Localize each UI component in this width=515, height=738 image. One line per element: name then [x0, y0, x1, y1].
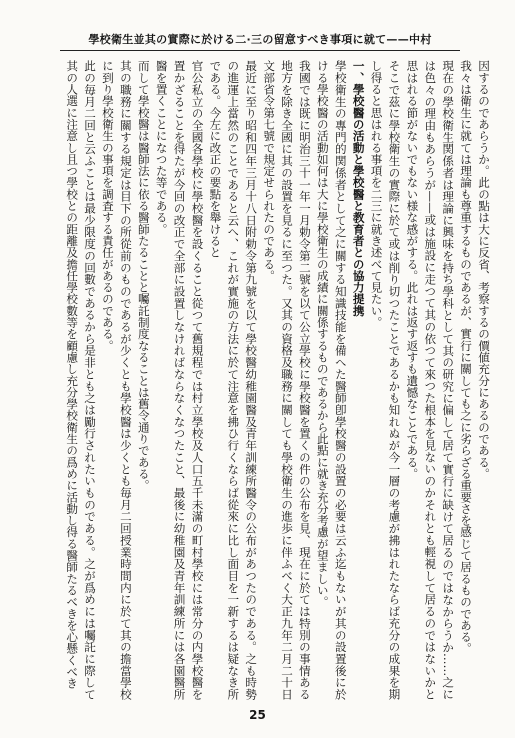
paragraph: 最近に至り昭和四年三月十八日附勅令第九號を以て學校醫幼稚園醫及青年訓練所醫令の公布があつたのである。之も時勢の進運上當然のことであると云へ、これが實施の方法に於て注意を拂ひ行くならば從來に比し面目を一新するは疑なき所である。今左に改正の要點を舉けると	[208, 60, 259, 700]
paragraph: 我國では既に明治三十一年一月勅令第二號を以て公立學校に學校醫を置くの件の公布を見、現在に於ては特別の事情ある地方を除き全國に其の設置を見るに至つた。又其の資格及職務に關しても學校衛生の進歩に伴ふべく大正九年二月二十日文部省令第七號で規定せられたのである。	[262, 60, 312, 700]
section-heading: 一、學校醫の活動と學校醫と教育者との協力提携	[351, 60, 366, 317]
paragraph: 學校衛生の專門的関係者として之に關する知識技能を備へた醫師卽學校醫の設置の必要は云ふ迄もないが其の設置後に於ける學校醫の活動如何は大に學校衛生の成績に關係するものであるから此點に就き充分考慮が望ましい。	[315, 60, 348, 700]
body-text	[60, 60, 492, 700]
paragraph: 此の毎月二回と云ふことは最少限度の回數であるから是非とも之は勵行されたいものである。之が爲めには囑託に際して其の人選に注意し且つ學校との距離及擔任學校數等を顧慮し充分學校衛生の爲めに活動し得る醫師たるべきを心懸くべき	[65, 60, 98, 700]
paragraph: 我々は衛生に就ては理論も尊重するものであるが、實行に關しても之に劣らざる重要さを感じて居るものである。	[459, 60, 474, 655]
paragraph: 官公私立の全國各學校に學校醫を設くること從つて舊規程では村立學校及人口五千未滿の町村學校には常分の内學校醫を置かざることを得たが今回の改正で全部に設置しなければならなくなつたこと、最後に幼稚園及青年訓練所には各園醫所醫を置くことになつた等である。	[154, 60, 205, 700]
paragraph: 而して學校醫は醫師法に依る醫師たることと囑託制度なることは舊令通りである。	[136, 60, 151, 492]
paragraph: 因するのであらうか。此の點は大に反省、考察するの價値充分にあるのである。	[477, 60, 491, 480]
paragraph: そこで茲に學校衛生の實際に於て或は削り切つたことであるかも知れぬが今一層の考慮が拂はれたならば充分の成果を期し得ると思はれる事項を二三に就き述べて見たい。	[369, 60, 402, 700]
running-header: 學校衛生並其の實際に於ける二·三の留意すべき事項に就て——中村	[60, 28, 460, 51]
paragraph: 其の職務に關する規定は目下の所從前のものであるが少くとも學校醫は少くとも毎月二回授業時間内に於て其の擔當學校に到り學校衛生の事項を調査する責任があるのである。	[100, 60, 133, 700]
page-number: 25	[249, 708, 266, 722]
paragraph: 現在の學校衛生関係者は理論に興味を持ち學科として其の研究に偏して居て實行に缺けて居るのではなからうか……之には色々の理由もあらうが——或は施設に走つて其の依つて來つた根本を見ないのかそれとも輕視して居るのではないかと思はれる節がないでもない様な感がする。此れは返す返すも遺憾なことである。	[405, 60, 456, 700]
